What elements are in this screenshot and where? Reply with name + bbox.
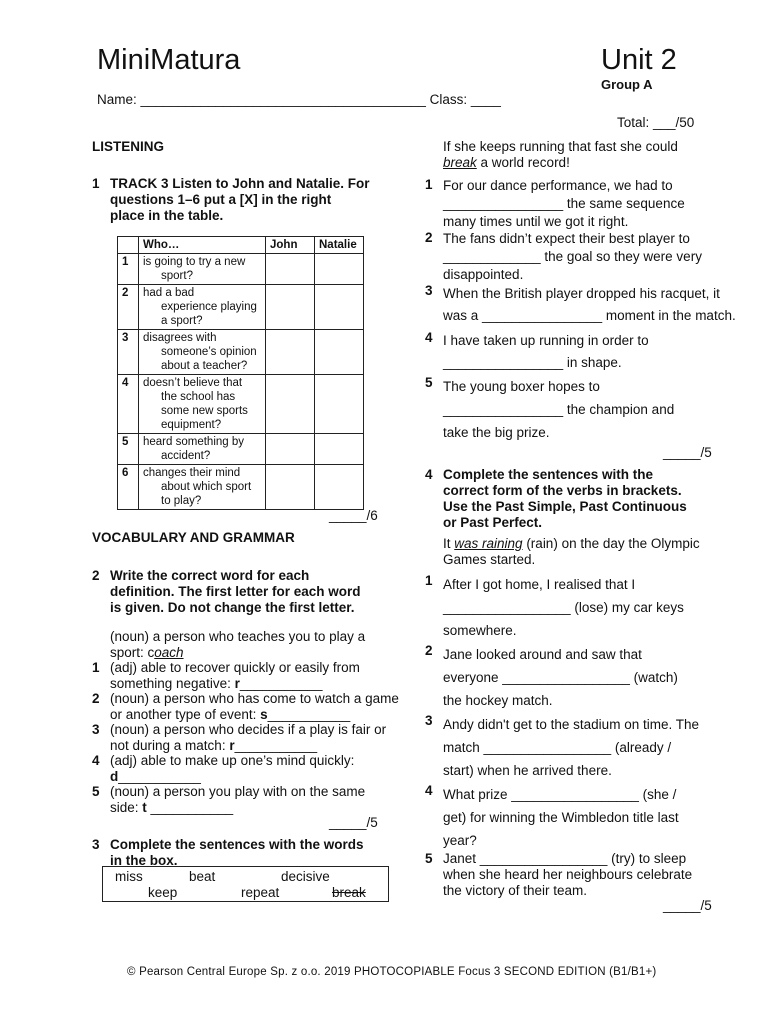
box-word: repeat <box>241 885 280 900</box>
first-letter: r <box>229 738 235 753</box>
ex2-items <box>92 660 412 815</box>
ex4-instruction <box>443 467 753 531</box>
group-label: Group A <box>601 77 653 92</box>
table-header <box>118 237 139 254</box>
example-text: Games started. <box>443 552 536 567</box>
listening-table <box>117 236 364 510</box>
name-label: Name: <box>97 92 137 107</box>
item-number: 5 <box>425 375 433 390</box>
item-text-with-blank[interactable]: What prize _________________ (she / <box>443 787 677 802</box>
example-text: (noun) a person who teaches you to play a <box>110 629 366 644</box>
question-text: doesn’t believe that <box>143 377 243 389</box>
ex1-score: _____/6 <box>329 508 378 523</box>
ex2-instruction-line: definition. The first letter for each word <box>110 584 361 599</box>
item-number: 2 <box>425 643 433 658</box>
question-text: about which sport to play? <box>161 481 252 507</box>
table-header-row <box>118 237 364 254</box>
natalie-answer-cell[interactable] <box>315 330 364 375</box>
item-text: year? <box>443 833 477 848</box>
item-text: When the British player dropped his racquet, it <box>443 286 720 301</box>
question-text: changes their mind <box>143 467 241 479</box>
item-text: (noun) a person who decides if a play is fair or <box>110 722 387 737</box>
item-text: when she heard her neighbours celebrate <box>443 867 693 882</box>
answer-blank[interactable]: ___________ <box>234 738 318 753</box>
worksheet-title: MiniMatura <box>97 44 241 76</box>
list-item <box>443 283 758 327</box>
list-item <box>92 660 412 691</box>
question-text: is going to try a new <box>143 256 246 268</box>
question-text: experience playing a sport? <box>161 301 257 327</box>
john-answer-cell[interactable] <box>266 434 315 465</box>
question-text: someone’s opinion about a teacher? <box>161 346 257 372</box>
item-number: 5 <box>92 784 100 799</box>
item-text: many times until we got it right. <box>443 214 629 229</box>
ex2-score: _____/5 <box>329 815 378 830</box>
question-text: accident? <box>161 450 211 462</box>
row-number: 3 <box>118 330 139 375</box>
item-text: or another type of event: <box>110 707 261 722</box>
table-row <box>118 434 364 465</box>
section-vocab-grammar: VOCABULARY AND GRAMMAR <box>92 530 295 545</box>
item-text: the victory of their team. <box>443 883 588 898</box>
ex2-instruction-line: Write the correct word for each <box>110 568 310 583</box>
item-number: 4 <box>425 330 433 345</box>
example-text: It <box>443 536 455 551</box>
item-text: something negative: <box>110 676 235 691</box>
item-number: 3 <box>92 722 100 737</box>
item-text: side: <box>110 800 143 815</box>
item-text: (noun) a person you play with on the same <box>110 784 366 799</box>
john-answer-cell[interactable] <box>266 254 315 285</box>
ex3-number: 3 <box>92 837 100 852</box>
item-number: 1 <box>425 177 433 192</box>
item-text-with-blank[interactable]: ________________ the champion and <box>443 402 675 417</box>
section-listening: LISTENING <box>92 139 165 154</box>
john-answer-cell[interactable] <box>266 465 315 510</box>
natalie-answer-cell[interactable] <box>315 254 364 285</box>
item-text: Jane looked around and saw that <box>443 647 642 662</box>
row-number: 2 <box>118 285 139 330</box>
name-line <box>97 92 501 108</box>
item-text: (noun) a person who has come to watch a game <box>110 691 399 706</box>
question-text: heard something by <box>143 436 245 448</box>
example-answer: oach <box>154 645 184 660</box>
john-answer-cell[interactable] <box>266 375 315 434</box>
item-number: 4 <box>425 783 433 798</box>
item-number: 5 <box>425 851 433 866</box>
item-text-with-blank[interactable]: Janet _________________ (try) to sleep <box>443 851 687 866</box>
first-letter: s <box>260 707 268 722</box>
example-text: sport: c <box>110 645 155 660</box>
item-text: take the big prize. <box>443 425 550 440</box>
item-number: 1 <box>425 573 433 588</box>
copyright-footer: © Pearson Central Europe Sp. z o.o. 2019 PHOTOCOPIABLE Focus 3 SECOND EDITION (B1/B1+) <box>127 966 657 978</box>
list-item <box>92 784 412 815</box>
item-text-with-blank[interactable]: _____________ the goal so they were very <box>443 249 702 264</box>
item-text: not during a match: <box>110 738 230 753</box>
table-row <box>118 375 364 434</box>
john-answer-cell[interactable] <box>266 330 315 375</box>
row-number: 5 <box>118 434 139 465</box>
list-item <box>92 753 412 784</box>
item-number: 3 <box>425 713 433 728</box>
example-answer: was raining <box>454 536 523 551</box>
word-box <box>102 866 389 902</box>
john-answer-cell[interactable] <box>266 285 315 330</box>
ex3-instruction <box>110 837 410 869</box>
class-blank: ____ <box>470 92 501 107</box>
ex2-instruction-line: is given. Do not change the first letter. <box>110 600 355 615</box>
question-text: had a bad <box>143 287 195 299</box>
item-text: I have taken up running in order to <box>443 333 649 348</box>
row-number: 4 <box>118 375 139 434</box>
item-text: (adj) able to recover quickly or easily from <box>110 660 360 675</box>
list-item <box>443 783 753 852</box>
ex4-instruction-line: Complete the sentences with the <box>443 467 654 482</box>
ex1-instruction <box>110 176 410 224</box>
list-item <box>443 713 753 782</box>
natalie-answer-cell[interactable] <box>315 434 364 465</box>
ex3-score: _____/5 <box>663 445 712 460</box>
example-text: If she keeps running that fast she could <box>443 139 678 154</box>
item-text: somewhere. <box>443 623 517 638</box>
item-number: 2 <box>425 230 433 245</box>
box-word: keep <box>148 885 178 900</box>
ex2-instruction <box>110 568 410 616</box>
list-item <box>92 722 412 753</box>
table-row <box>118 330 364 375</box>
answer-blank[interactable]: ___________ <box>146 800 234 815</box>
ex1-number: 1 <box>92 176 100 191</box>
item-text: (adj) able to make up one’s mind quickly: <box>110 753 355 768</box>
ex4-instruction-line: or Past Perfect. <box>443 515 543 530</box>
ex4-instruction-line: correct form of the verbs in brackets. <box>443 483 682 498</box>
first-letter: r <box>234 676 240 691</box>
list-item <box>443 573 753 642</box>
row-number: 6 <box>118 465 139 510</box>
item-text-with-blank[interactable]: was a ________________ moment in the match. <box>443 308 736 323</box>
box-word: decisive <box>281 869 330 884</box>
item-text-with-blank[interactable]: ________________ in shape. <box>443 355 622 370</box>
example-text: (rain) on the day the Olympic <box>522 536 700 551</box>
item-text: start) when he arrived there. <box>443 763 612 778</box>
list-item <box>443 851 753 899</box>
ex4-instruction-line: Use the Past Simple, Past Continuous <box>443 499 687 514</box>
box-word: miss <box>115 869 143 884</box>
ex4-example <box>443 536 753 568</box>
item-text: After I got home, I realised that I <box>443 577 636 592</box>
list-item <box>443 375 753 444</box>
item-text: disappointed. <box>443 267 524 282</box>
item-text: get) for winning the Wimbledon title last <box>443 810 679 825</box>
table-header-natalie: Natalie <box>315 237 364 254</box>
row-question <box>139 254 266 285</box>
ex3-instruction-line: in the box. <box>110 853 178 868</box>
list-item <box>92 691 412 722</box>
answer-blank[interactable]: ___________ <box>239 676 323 691</box>
question-text: disagrees with <box>143 332 217 344</box>
item-text: The young boxer hopes to <box>443 379 600 394</box>
item-text: The fans didn’t expect their best player to <box>443 231 690 246</box>
row-question <box>139 285 266 330</box>
ex3-example <box>443 139 753 171</box>
row-question <box>139 375 266 434</box>
list-item <box>443 177 753 231</box>
table-row <box>118 285 364 330</box>
ex3-instruction-line: Complete the sentences with the words <box>110 837 364 852</box>
row-question <box>139 434 266 465</box>
first-letter: d <box>110 769 119 784</box>
class-label: Class: <box>429 92 468 107</box>
row-question <box>139 330 266 375</box>
list-item <box>443 230 753 284</box>
item-number: 1 <box>92 660 100 675</box>
question-text: the school has some new sports equipment? <box>161 391 248 431</box>
ex1-instruction-line: questions 1–6 put a [X] in the right <box>110 192 332 207</box>
ex2-example <box>110 629 410 661</box>
item-text-with-blank[interactable]: everyone _________________ (watch) <box>443 670 678 685</box>
box-word: beat <box>189 869 216 884</box>
total-score: Total: ___/50 <box>617 115 695 130</box>
question-text: sport? <box>161 270 193 282</box>
natalie-answer-cell[interactable] <box>315 465 364 510</box>
item-text-with-blank[interactable]: match _________________ (already / <box>443 740 672 755</box>
example-text: a world record! <box>476 155 570 170</box>
ex1-instruction-line: TRACK 3 Listen to John and Natalie. For <box>110 176 370 191</box>
table-row <box>118 254 364 285</box>
item-text: For our dance performance, we had to <box>443 178 673 193</box>
first-letter: t <box>142 800 147 815</box>
row-number: 1 <box>118 254 139 285</box>
ex4-number: 4 <box>425 467 433 482</box>
natalie-answer-cell[interactable] <box>315 375 364 434</box>
ex2-number: 2 <box>92 568 100 583</box>
item-text: the hockey match. <box>443 693 553 708</box>
natalie-answer-cell[interactable] <box>315 285 364 330</box>
example-answer: break <box>443 155 477 170</box>
table-header-john: John <box>266 237 315 254</box>
box-word-used: break <box>332 885 366 900</box>
table-header-who: Who… <box>139 237 266 254</box>
item-text: Andy didn't get to the stadium on time. The <box>443 717 699 732</box>
item-text-with-blank[interactable]: _________________ (lose) my car keys <box>443 600 684 615</box>
ex1-instruction-line: place in the table. <box>110 208 224 223</box>
answer-blank[interactable]: ___________ <box>118 769 201 784</box>
item-number: 3 <box>425 283 433 298</box>
item-number: 4 <box>92 753 100 768</box>
unit-label: Unit 2 <box>601 44 677 76</box>
item-number: 2 <box>92 691 100 706</box>
ex4-score: _____/5 <box>663 898 712 913</box>
row-question <box>139 465 266 510</box>
answer-blank[interactable]: ___________ <box>267 707 351 722</box>
name-blank: ______________________________________ <box>140 92 426 107</box>
list-item <box>443 330 753 374</box>
table-row <box>118 465 364 510</box>
item-text-with-blank[interactable]: ________________ the same sequence <box>443 196 685 211</box>
list-item <box>443 643 753 712</box>
